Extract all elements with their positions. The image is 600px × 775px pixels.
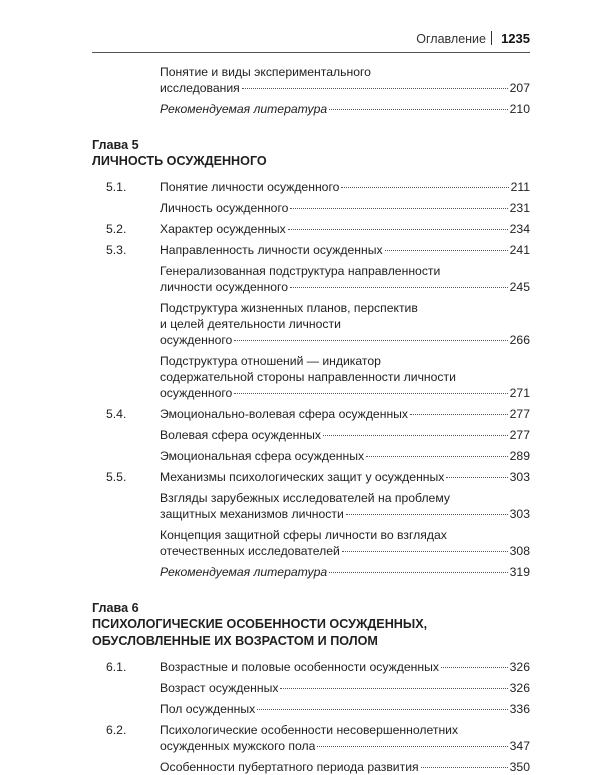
toc-entry-title: осужденного — [160, 333, 233, 347]
chapter-5-entries — [92, 179, 530, 580]
toc-entry — [92, 406, 530, 422]
leader-dots — [323, 435, 508, 436]
toc-entry-title: Личность осужденного — [160, 201, 289, 215]
toc-entry-title: исследования — [160, 81, 240, 95]
leader-dots — [290, 208, 507, 209]
toc-entry-page: 326 — [509, 681, 530, 695]
toc-entry — [92, 427, 530, 443]
toc-entry-page: 245 — [509, 280, 530, 294]
leader-dots — [446, 477, 507, 478]
toc-entry-title: осужденного — [160, 386, 233, 400]
toc-entry-page: 207 — [509, 81, 530, 95]
toc-entry-page: 303 — [509, 507, 530, 521]
toc-entry-page: 326 — [509, 660, 530, 674]
toc-entry-page: 289 — [509, 449, 530, 463]
toc-entry-title: Возрастные и половые особенности осужденных — [160, 660, 439, 674]
toc-entry-title: Понятие личности осужденного — [160, 180, 340, 194]
chapter-6-title-line: ОБУСЛОВЛЕННЫЕ ИХ ВОЗРАСТОМ И ПОЛОМ — [92, 634, 378, 648]
toc-entry — [92, 469, 530, 485]
toc-entry-title: Эмоциональная сфера осужденных — [160, 449, 365, 463]
toc-entry-number: 6.1. — [106, 660, 127, 674]
leader-dots — [242, 88, 508, 89]
toc-entry — [92, 759, 530, 775]
toc-entry-number: 5.5. — [106, 470, 127, 484]
leader-dots — [341, 187, 508, 188]
leader-dots — [410, 414, 508, 415]
toc-entry-number: 5.3. — [106, 243, 127, 257]
toc-entry — [92, 659, 530, 675]
toc-top-list — [92, 64, 530, 117]
leader-dots — [329, 572, 507, 573]
toc-entry — [92, 64, 530, 96]
chapter-6-title-line: ПСИХОЛОГИЧЕСКИЕ ОСОБЕННОСТИ ОСУЖДЕННЫХ, — [92, 617, 428, 631]
leader-dots — [290, 287, 508, 288]
leader-dots — [317, 746, 507, 747]
toc-entry — [92, 221, 530, 237]
toc-entry — [92, 200, 530, 216]
toc-entry-title: Направленность личности осужденных — [160, 243, 383, 257]
toc-entry-page: 308 — [509, 544, 530, 558]
toc-entry-page: 266 — [509, 333, 530, 347]
toc-entry-line: Генерализованная подструктура направленности — [160, 264, 441, 278]
toc-entry-number: 5.4. — [106, 407, 127, 421]
toc-entry-title: Эмоционально-волевая сфера осужденных — [160, 407, 409, 421]
toc-entry — [92, 701, 530, 717]
toc-entry-line: содержательной стороны направленности личности — [160, 370, 456, 384]
toc-entry-title: защитных механизмов личности — [160, 507, 344, 521]
leader-dots — [234, 340, 507, 341]
header-separator — [491, 31, 492, 45]
toc-entry-page: 210 — [509, 102, 530, 116]
section-title: Оглавление — [416, 32, 486, 46]
toc-content — [92, 64, 530, 775]
toc-entry-title: Особенности пубертатного периода развития — [160, 760, 419, 774]
toc-entry-page: 277 — [509, 407, 530, 421]
toc-entry-title: Характер осужденных — [160, 222, 286, 236]
toc-entry-line: Подструктура отношений — индикатор — [160, 354, 381, 368]
leader-dots — [385, 250, 508, 251]
toc-entry-title: личности осужденного — [160, 280, 288, 294]
toc-entry-line: Подструктура жизненных планов, перспектив — [160, 301, 418, 315]
toc-entry-line: Психологические особенности несовершеннолетних — [160, 723, 459, 737]
toc-entry-page: 271 — [509, 386, 530, 400]
toc-entry — [92, 101, 530, 117]
toc-entry-title: Пол осужденных — [160, 702, 256, 716]
toc-entry-page: 211 — [510, 180, 530, 194]
toc-entry-title: Рекомендуемая литература — [160, 565, 328, 579]
leader-dots — [280, 688, 507, 689]
toc-entry — [92, 490, 530, 522]
leader-dots — [288, 229, 508, 230]
toc-entry — [92, 300, 530, 348]
leader-dots — [366, 456, 508, 457]
toc-entry-page: 234 — [509, 222, 530, 236]
toc-entry-title: Волевая сфера осужденных — [160, 428, 321, 442]
toc-entry — [92, 242, 530, 258]
toc-entry-title: Рекомендуемая литература — [160, 102, 328, 116]
toc-entry-page: 303 — [509, 470, 530, 484]
toc-entry-page: 347 — [509, 739, 530, 753]
chapter-6-entries — [92, 659, 530, 775]
toc-entry-page: 336 — [509, 702, 530, 716]
leader-dots — [329, 109, 507, 110]
toc-entry-title: осужденных мужского пола — [160, 739, 316, 753]
toc-entry — [92, 527, 530, 559]
toc-entry-number: 5.2. — [106, 222, 127, 236]
running-head — [92, 30, 530, 52]
toc-entry — [92, 680, 530, 696]
toc-entry-page: 319 — [509, 565, 530, 579]
toc-entry — [92, 564, 530, 580]
toc-entry-page: 241 — [509, 243, 530, 257]
leader-dots — [441, 667, 508, 668]
toc-entry-number: 6.2. — [106, 723, 127, 737]
toc-entry-line: Понятие и виды экспериментального — [160, 65, 371, 79]
toc-entry-line: и целей деятельности личности — [160, 317, 341, 331]
toc-entry-line: Взгляды зарубежных исследователей на проблему — [160, 491, 450, 505]
leader-dots — [234, 393, 507, 394]
chapter-5-label: Глава 5 — [92, 138, 139, 152]
toc-entry-number: 5.1. — [106, 180, 127, 194]
toc-entry-title: Механизмы психологических защит у осужденных — [160, 470, 445, 484]
toc-entry-line: Концепция защитной сферы личности во взглядах — [160, 528, 447, 542]
header-rule — [92, 52, 530, 53]
toc-entry-page: 277 — [509, 428, 530, 442]
toc-entry — [92, 448, 530, 464]
chapter-5-title: ЛИЧНОСТЬ ОСУЖДЕННОГО — [92, 154, 267, 168]
page-number: 1235 — [501, 31, 530, 46]
leader-dots — [421, 767, 508, 768]
chapter-6-title — [92, 616, 530, 650]
leader-dots — [342, 551, 508, 552]
toc-entry-title: отечественных исследователей — [160, 544, 340, 558]
toc-entry — [92, 179, 530, 195]
chapter-6-label: Глава 6 — [92, 601, 139, 615]
leader-dots — [257, 709, 507, 710]
toc-entry-title: Возраст осужденных — [160, 681, 279, 695]
toc-entry-page: 231 — [509, 201, 530, 215]
toc-entry — [92, 353, 530, 401]
toc-entry — [92, 722, 530, 754]
toc-entry-page: 350 — [509, 760, 530, 774]
toc-entry — [92, 263, 530, 295]
leader-dots — [346, 514, 508, 515]
